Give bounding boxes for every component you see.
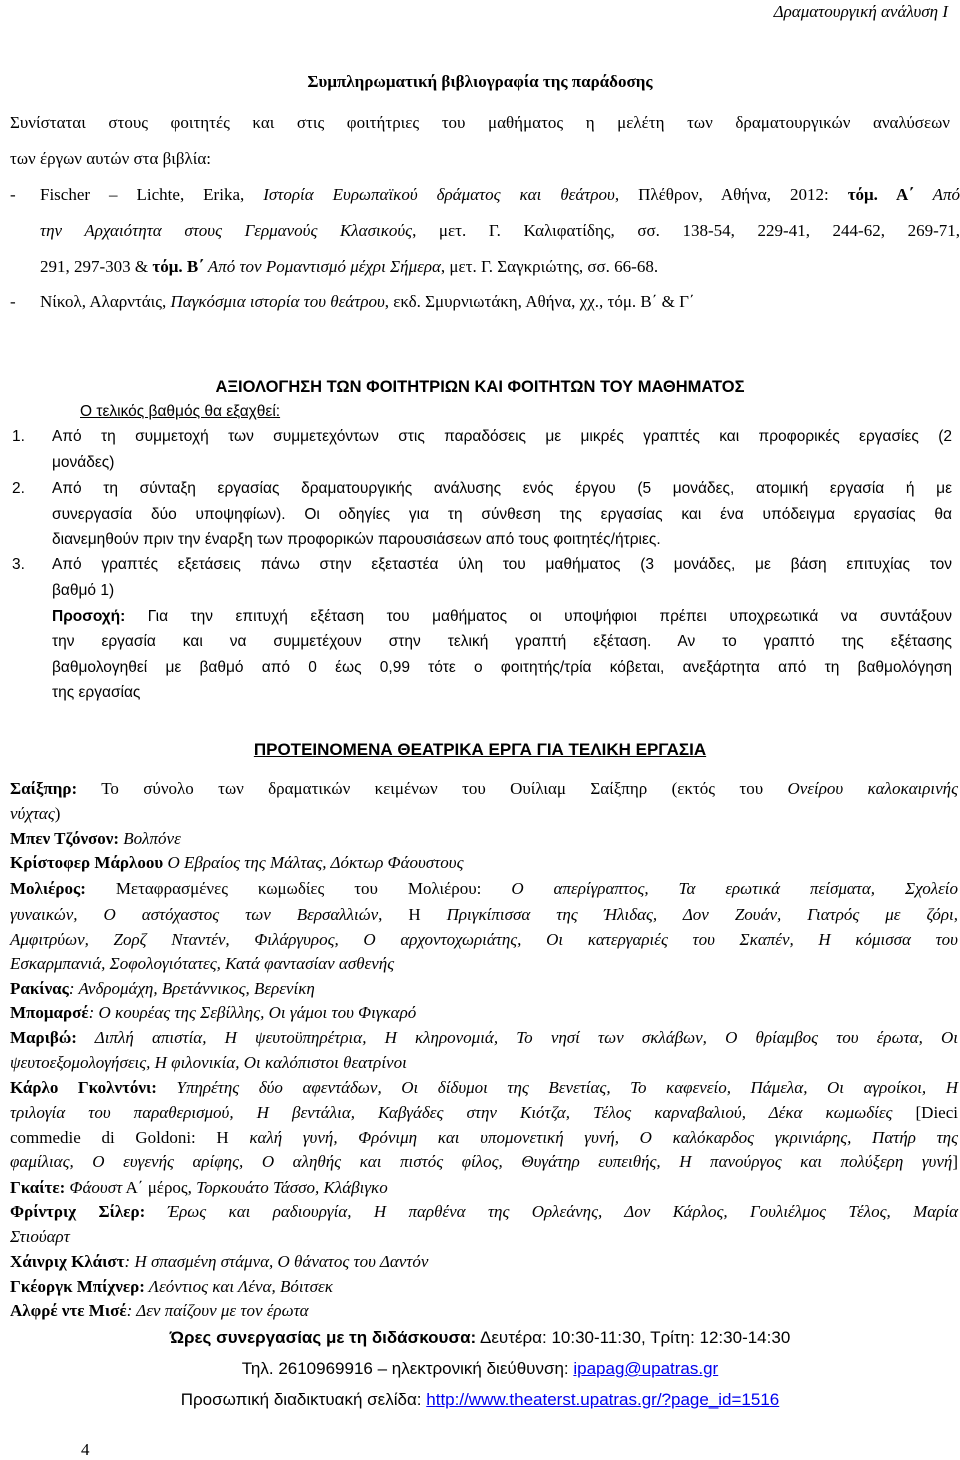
assessment-note-line-2: την εργασία και να συμμετέχουν στην τελική γραπτή εξέταση. Αν το γραπτό της εξέτασης xyxy=(52,633,952,650)
plays-shakespeare-line-1: Σαίξπηρ: Το σύνολο των δραματικών κειμένων του Ουίλιαμ Σαίξπηρ (εκτός του Ονείρου καλοκαιρινής xyxy=(10,779,959,798)
website-line: Προσωπική διαδικτυακή σελίδα: http://www.theaterst.upatras.gr/?page_id=1516 xyxy=(180,1390,780,1409)
plays-goethe: Γκαίτε: Φάουστ Α΄ μέρος, Τορκουάτο Τάσσο, Κλάβιγκο xyxy=(10,1178,388,1197)
website-link[interactable]: http://www.theaterst.upatras.gr/?page_id=1516 xyxy=(426,1390,780,1409)
plays-jonson: Μπεν Τζόνσον: Βολπόνε xyxy=(10,829,181,848)
assessment-item-1-line-1: Από τη συμμετοχή των συμμετεχόντων στις παραδόσεις με μικρές γραπτές και προφορικές εργασίες (2 xyxy=(52,428,952,445)
plays-buchner: Γκέοργκ Μπίχνερ: Λεόντιος και Λένα, Βόιτσεκ xyxy=(10,1277,333,1296)
assessment-item-2-line-3: διανεμηθούν πριν την έναρξη των προφορικών παρουσιάσεων από τους φοιτητές/ήτριες. xyxy=(52,531,661,548)
assessment-item-3-line-1: Από γραπτές εξετάσεις πάνω στην εξεταστέα ύλη του μαθήματος (3 μονάδες, με βάση επιτυχίας τον xyxy=(52,556,952,573)
plays-schiller-line-2: Στιούαρτ xyxy=(10,1227,70,1246)
plays-goldoni-line-4: φαμίλιας, Ο ευγενής αρίφης, Ο αληθής και πιστός φίλος, Θυγάτηρ ευπειθής, Η πανούργος και πολύξερη γυνή] xyxy=(10,1152,958,1171)
plays-marivaux-line-2: ψευτοεξομολογήσεις, Η φιλονικία, Οι καλόπιστοι θεατρίνοι xyxy=(10,1053,407,1072)
plays-beaumarchais: Μπομαρσέ: Ο κουρέας της Σεβίλλης, Οι γάμοι του Φιγκαρό xyxy=(10,1003,417,1022)
bib-item-1-line-2: την Αρχαιότητα στους Γερμανούς Κλασικούς, μετ. Γ. Καλιφατίδης, σσ. 138-54, 229-41, 244-62, 269-71, xyxy=(40,221,960,240)
plays-marlowe: Κρίστοφερ Μάρλοου Ο Εβραίος της Μάλτας, Δόκτωρ Φάουστους xyxy=(10,853,464,872)
plays-schiller-line-1: Φρίντριχ Σίλερ: Έρως και ραδιουργία, Η παρθένα της Ορλεάνης, Δον Κάρλος, Γουλιέλμος Τέλος, Μαρία xyxy=(10,1202,958,1221)
assessment-subtitle: Ο τελικός βαθμός θα εξαχθεί: xyxy=(80,403,281,420)
plays-moliere-line-1: Μολιέρος: Μεταφρασμένες κωμωδίες του Μολιέρου: Ο απερίγραπτος, Τα ερωτικά πείσματα, Σχολείο xyxy=(10,879,958,898)
plays-shakespeare-line-2: νύχτας) xyxy=(10,804,61,823)
plays-moliere-line-4: Εσκαρμπανιά, Σοφολογιότατες, Κατά φαντασίαν ασθενής xyxy=(10,954,395,973)
bibliography-intro-2: των έργων αυτών στα βιβλία: xyxy=(10,149,211,168)
bib-item-1-line-1: Fischer – Lichte, Erika, Ιστορία Ευρωπαϊκού δράματος και θεάτρου, Πλέθρον, Αθήνα, 2012: τόμ. Α΄ Από xyxy=(40,185,960,204)
assessment-title: ΑΞΙΟΛΟΓΗΣΗ ΤΩΝ ΦΟΙΤΗΤΡΙΩΝ ΚΑΙ ΦΟΙΤΗΤΩΝ ΤΟΥ ΜΑΘΗΜΑΤΟΣ xyxy=(215,378,745,396)
bib-dash-1: - xyxy=(10,185,16,204)
assessment-item-2-line-1: Από τη σύνταξη εργασίας δραματουργικής ανάλυσης ενός έργου (5 μονάδες, ατομική εργασία ή με xyxy=(52,480,952,497)
bib-item-1-line-3: 291, 297-303 & τόμ. Β΄ Από τον Ρομαντισμό μέχρι Σήμερα, μετ. Γ. Σαγκριώτης, σσ. 66-68. xyxy=(40,257,659,276)
running-header: Δραματουργική ανάλυση Ι xyxy=(773,2,948,21)
plays-musset: Αλφρέ ντε Μισέ: Δεν παίζουν με τον έρωτα xyxy=(10,1301,309,1320)
plays-moliere-line-2: γυναικών, Ο αστόχαστος των Βερσαλλιών, Η Πριγκίπισσα της Ήλιδας, Δον Ζουάν, Γιατρός με ζόρι, xyxy=(10,905,958,924)
plays-moliere-line-3: Αμφιτρύων, Ζορζ Νταντέν, Φιλάργυρος, Ο αρχοντοχωριάτης, Οι κατεργαριές του Σκαπέν, Η κόμισσα του xyxy=(10,930,958,949)
assessment-note-line-3: βαθμολογηθεί με βαθμό από 0 έως 0,99 τότε ο φοιτητής/τρία κόβεται, ανεξάρτητα από τη βαθμολόγηση xyxy=(52,659,952,676)
assessment-num-1: 1. xyxy=(12,428,25,445)
assessment-item-1-line-2: μονάδες) xyxy=(52,454,115,471)
plays-marivaux-line-1: Μαριβώ: Διπλή απιστία, Η ψευτοϋπηρέτρια, Η κληρονομιά, Το νησί των σκλάβων, Ο θρίαμβος του έρωτα, Οι xyxy=(10,1028,958,1047)
note-label: Προσοχή: xyxy=(52,608,126,625)
plays-racine: Ρακίνας: Ανδρομάχη, Βρετάννικος, Βερενίκη xyxy=(10,979,315,998)
office-hours: Ώρες συνεργασίας με τη διδάσκουσα: Δευτέρα: 10:30-11:30, Τρίτη: 12:30-14:30 xyxy=(169,1328,791,1347)
assessment-item-2-line-2: συνεργασία δύο υποψηφίων). Οι οδηγίες για τη σύνθεση της εργασίας και ένα υπόδειγμα εργασίας θα xyxy=(52,506,952,523)
assessment-num-3: 3. xyxy=(12,556,25,573)
bibliography-title: Συμπληρωματική βιβλιογραφία της παράδοσης xyxy=(307,72,653,91)
assessment-note-line-1: Προσοχή: Για την επιτυχή εξέταση του μαθήματος οι υποψήφιοι πρέπει υποχρεωτικά να συντάξουν xyxy=(52,608,952,625)
assessment-note-line-4: της εργασίας xyxy=(52,684,141,701)
page-number: 4 xyxy=(81,1440,90,1459)
plays-goldoni-line-1: Κάρλο Γκολντόνι: Υπηρέτης δύο αφεντάδων, Οι δίδυμοι της Βενετίας, Το καφενείο, Πάμελα, Οι αγροίκοι, Η xyxy=(10,1078,958,1097)
bib-item-2: Νίκολ, Αλαρντάις, Παγκόσμια ιστορία του θεάτρου, εκδ. Σμυρνιωτάκη, Αθήνα, χχ., τόμ. Β΄ & Γ΄ xyxy=(40,292,695,311)
contact-line: Τηλ. 2610969916 – ηλεκτρονική διεύθυνση: ipapag@upatras.gr xyxy=(241,1359,719,1378)
plays-goldoni-line-3: commedie di Goldoni: Η καλή γυνή, Φρόνιμη και υπομονετική γυνή, Ο καλόκαρδος γκρινιάρης, Πατήρ της xyxy=(10,1128,958,1147)
plays-title: ΠΡΟΤΕΙΝΟΜΕΝΑ ΘΕΑΤΡΙΚΑ ΕΡΓΑ ΓΙΑ ΤΕΛΙΚΗ ΕΡΓΑΣΙΑ xyxy=(253,740,707,759)
assessment-item-3-line-2: βαθμό 1) xyxy=(52,582,115,599)
assessment-num-2: 2. xyxy=(12,480,25,497)
plays-goldoni-line-2: τριλογία του παραθερισμού, Η βεντάλια, Καβγάδες στην Κιότζα, Τέλος καρναβαλιού, Δέκα κωμωδίες [Dieci xyxy=(10,1103,958,1122)
bib-dash-2: - xyxy=(10,292,16,311)
plays-kleist: Χάινριχ Κλάιστ: Η σπασμένη στάμνα, Ο θάνατος του Δαντόν xyxy=(10,1252,429,1271)
bibliography-intro-1: Συνίσταται στους φοιτητές και στις φοιτήτριες του μαθήματος η μελέτη των δραματουργικών αναλύσεων xyxy=(10,113,950,132)
email-link[interactable]: ipapag@upatras.gr xyxy=(573,1359,719,1378)
